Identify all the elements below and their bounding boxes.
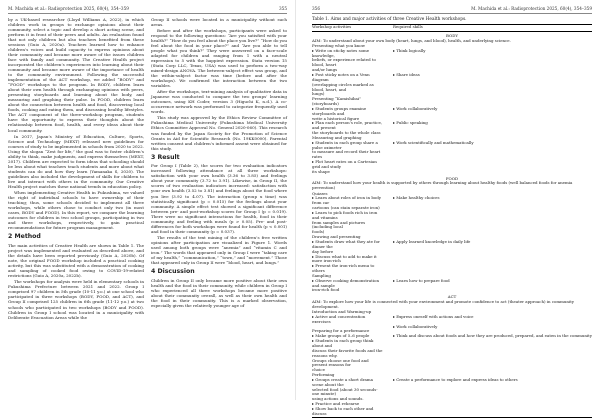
paragraph: For Group I (Table 2), the scores for two evaluation indicators increased following attendance at all three workshops: satisfaction with your own health (3.36 to 3.85) and feelings about your community (3.72 to 3.91). Likewise, in Group II, the scores of two evaluation indicators increased: satisfaction with your own health (3.52 to 3.81) and feelings about the food where you live (3.92 to 4.07). The interaction (group x time) was statistically significant (p = 0.015) for the feelings about your community. A simple effect test showed a significant difference between pre- and post-workshop scores for Group I (p = 0.019). There were no significant interactions for health, food in their community, and feeling with meals (p > 0.05). Pre- and post-differences for both workshops were found for health (p < 0.001) and food in their community (p = 0.037). [151, 163, 287, 234]
running-header-left [8, 6, 287, 14]
activity-cell: using actions and sounds. [312, 396, 364, 402]
activity-cell: Quizzes [312, 190, 328, 196]
skill-cell [383, 407, 592, 417]
column-header-activities: Workshop activities [312, 24, 383, 31]
page-number: 356 [312, 6, 320, 11]
activity-cell: ▸ Discuss what to add to make it more iron-rich [312, 253, 377, 264]
activity-cell: iron-rich food [312, 287, 340, 293]
activity-cell: ▸ Show back to each other and discuss [312, 407, 383, 417]
section-heading: 2 Method [8, 233, 41, 241]
activity-cell: ▸ Post sticky notes on a Venn diagram [312, 71, 370, 82]
activity-cell: (overlapping circles marked as blood, heart, and [312, 81, 374, 92]
table-row [312, 58, 592, 68]
right-column [151, 17, 287, 321]
paragraph: After the workshops, text-mining analysis of qualitative data in Japanese was conducted to compare the two groups’ learning outcomes, using KH Coder, version 3 (Higuchi K, n.d.). A co-occurrence network was performed to categorize frequently used words. [151, 89, 287, 115]
activity-cell: its shape [312, 168, 330, 174]
table-row [312, 407, 592, 417]
activity-cell: write a historical figure [312, 115, 360, 121]
section-heading: 4 Discussion [151, 268, 195, 276]
activity-cell: choice [312, 367, 325, 373]
skill-cell [383, 388, 592, 398]
left-column [8, 17, 144, 321]
section-heading: 3 Result [151, 153, 180, 161]
paragraph: Before and after the workshops, participants were asked to respond to the following questions: “Are you satisfied with your health?” “How do you feel about the place you live?” “How do you feel about the food in your place?” and “Are you able to tell people what you think?” They were answered on a face-scale adapted for children and ranging from 1 with a neutral expression to 5 with the happiest expression. Stata version 15 (Stata Corp LLC, Texas, USA) was used to perform a two-way mixed-design ANOVA. The between-subject effect was group, and the within-subject factor was time (before and after the workshops). We confirmed the interaction between the two variables. [151, 27, 288, 89]
activity-cell: ▸ Students groups examine storyboards and [312, 105, 367, 116]
activity-cell: to measure and record their heart rates [312, 149, 381, 160]
table-row [312, 221, 592, 231]
activity-cell: ▸ Groups create a short drama scene about the [312, 376, 373, 387]
workshop-table [312, 24, 592, 418]
table-body [312, 31, 592, 417]
activity-cell: foods) [312, 229, 325, 235]
section-aim-row [312, 181, 592, 191]
paragraph: by a UK-based researcher (Lloyd Williams A, 2022), in which children work in groups to exchange opinions about their community, select a topic and develop a short acting scene, and perform it in front of their peers and adults. An evaluation found that not only children but also teachers benefited from these sessions (Guio A, 2020a). Teachers learned how to enhance children’s voices and build capacity to express opinions about their community and became more aware of the issues children face with family and community. The Creative Health project incorporated the children’s experiences into learning about their community and became more aware of the importance of health to the community environment. Following the successful implementation of the ACT workshop, we added “BODY” and “FOOD” workshops to the program. In BODY, children learn about their own health through exchanging opinions with peers, presenting storyboards and learning about the body, and measuring and graphing their pulse. In FOOD, children learn about the connection between health and food, discovering local foods, cooking and eating them, and discussing healthy lifestyles. The ACT component of the three-workshop program, students have the opportunity to express their thoughts about the relationship between food, health, and every ideas about their local community. [8, 16, 144, 133]
skill-cell: ▸ Express oneself with actions and voice [392, 313, 474, 319]
skill-cell: ▸ Learn how to prepare food [392, 277, 450, 283]
activity-cell: Drawing and presenting [312, 234, 361, 240]
activity-cell: ▸ Active and concentration exercises [312, 313, 366, 324]
page-355 [0, 0, 296, 400]
activity-cell: and/or lungs [312, 67, 338, 73]
activity-cell: Presenting what you know [312, 42, 366, 48]
running-header-title: M. Machida et al.: Radioprotection 2025, 60(4), 354–359 [471, 6, 592, 11]
activity-cell: Preparing for a performance [312, 328, 370, 334]
activity-cell: Performing [312, 372, 335, 378]
activity-cell: ▸ Plan each person’s role, practice, and present [312, 120, 383, 131]
skill-cell: ▸ Make healthy choices [392, 195, 440, 201]
paragraph: This study was approved by the Ethics Review Committee of Fukushima Medical University (Fukushima Medical University Ethics Committee Approval No. General 2020-060). This research was funded by the Japan Society for the Promotion of Science Grants in Aid for Scientific Research (No. 19KK0000). Parental written consent and children’s informed assent were obtained for this study. [151, 115, 287, 151]
skill-cell: ▸ Share ideas [392, 71, 420, 77]
section-aim: AIM: To explore how your life is connected with your environment and promote confidence to act (theater approach) in community development. [312, 298, 575, 309]
skill-cell: ▸ Public speaking [392, 120, 428, 126]
activity-cell: lungs) [312, 91, 325, 97]
paragraph: The main activities of Creative Health are shown in Table 1. The project was implemented and evaluated as described above, and the details have been reported previously (Guio A, 2020b). Of note, the original FOOD workshop included a practical cooking activity, but this was substituted with a demonstration of cooking and sampling of cooked food owing to COVID-19-related restrictions (Guio A, 2020a, 2022b). [8, 242, 144, 279]
activity-cell: ▸ Students draw what they ate for dinner the [312, 238, 380, 249]
skill-cell [383, 160, 592, 170]
skill-cell: ▸ Work scientifically and mathematically [392, 139, 474, 145]
table-row [312, 240, 592, 250]
table-row [312, 359, 592, 369]
column-header-skills: Required skills [383, 24, 592, 31]
activity-cell: Introduction and Warming-up [312, 309, 372, 315]
page-356 [304, 0, 600, 416]
skill-cell [383, 221, 592, 231]
activity-cell: ▸ Plot heart rates on a Cartesian grid and study [312, 159, 377, 170]
activity-cell: Presenting “Kamishibai” (storyboards) [312, 96, 362, 107]
skill-cell: ▸ Apply learned knowledge in daily life [392, 238, 471, 244]
activity-cell: ▸ Make groups of 5–6 people [312, 333, 370, 339]
skill-cell: ▸ Think and discuss about foods and how they are produced, prepared, and eaten in the community [392, 333, 592, 339]
section-title: ACT [447, 294, 457, 300]
activity-cell: Measuring and graphing [312, 134, 362, 140]
table-header-row [312, 24, 592, 31]
activity-cell: ▸ Write on sticky notes some knowledge, [312, 47, 370, 58]
activity-cell: ▸ Students in each group share a pulse oximeter [312, 139, 378, 150]
running-header-title: M. Machida et al.: Radioprotection 2025, 60(4), 354–359 [8, 6, 129, 11]
paragraph: The results of the text mining of the children’s free written opinions after participation are visualized in Figure 1. Words used among both groups were “anemia” and “vitamin C and iron.” The words that appeared only in Group I were “taking care of my health,” “communication,” “town,” and “movement.” Those that appeared only in Group II were “blood, heart, and lungs.” [151, 234, 287, 266]
table-row [312, 279, 592, 289]
table-row [312, 160, 592, 170]
paragraph: In 2017, Japan’s Ministry of Education, Culture, Sports, Science and Technology (MEXT) released new guidelines for courses of study to be implemented in schools from 2020 to 2022. Using the slogan “Zest for life,” the goal was to foster children’s ability to think, make judgments, and express themselves (MEXT, 2017). Children are expected to form ideas that schooling should be less about what teachers teach students and more about what students can do and how they learn (Yamanaka S, 2020). The guidelines also included the development of skills for children to live and interact with others in the community. Our Creative Health project matches these national trends in education policy. [8, 133, 144, 190]
skill-cell: ▸ Create a performance to explore and express ideas to others [392, 376, 518, 382]
activity-cell: Sampling [312, 272, 331, 278]
activity-cell: selected food (about 30 seconds-one minute) [312, 386, 378, 397]
page-number: 355 [279, 6, 287, 11]
table-row [312, 264, 592, 274]
skill-cell [383, 264, 592, 274]
activity-cell: ▸ Learn to pick foods rich in iron and vitamins [312, 209, 378, 220]
skill-cell [383, 211, 592, 221]
paragraph: Children in Group II only became more positive about their own health and the food in their community, while children in Group I who experienced all three workshops became more positive about their community overall, as well as their own health and the food in their community. This is a marked observation, especially given the relatively younger age of [151, 277, 287, 308]
skill-cell: ▸ Work collaboratively [392, 323, 438, 329]
skill-cell [383, 83, 592, 93]
activity-cell: beliefs, or experience related to blood, heart [312, 57, 376, 68]
activity-cell: cartoons (can stain separate iron) [312, 205, 380, 211]
table-caption: Table 1. Aims and major activities of three Creative Health workshops. [312, 16, 467, 22]
table-row [312, 315, 592, 325]
paragraph: The workshops for analysis were held in elementary schools in Fukushima Prefecture between 2021 and 2022. Group I comprised 97 children in 5th grade (10-11 y.o.) at one school who participated in three workshops (BODY, FOOD, and ACT), and Group II comprised 125 children in 6th grade (11-12 y.o.) at two schools who participated in two workshops (BODY and FOOD). Children in Group I school was located in a municipality with Deliberate Evacuation Areas while the [8, 279, 144, 320]
section-aim: AIM: To understand about your own body (heart, lungs, and blood), health, and underlying science. [312, 37, 511, 43]
activity-cell: Groups choose one food and present reasons for [312, 357, 369, 368]
skill-cell [383, 255, 592, 265]
table-row [312, 83, 592, 93]
skill-cell [383, 359, 592, 369]
activity-cell: the storyboards to the whole class [312, 130, 381, 136]
skill-cell [383, 150, 592, 160]
skill-cell [383, 58, 592, 68]
paragraph: When implementing Creative Health in Fukushima, we valued the right of individual schools to have ownership of their teaching; thus, some schools decided to implement all three workshops, while others chose to conduct only two (in most cases, BODY and FOOD). In this report, we compare the learning outcomes for children in two school groups, participating in two and three workshops, respectively, to gain practical recommendations for future program management. [8, 190, 144, 231]
activity-cell: from samples and pictures (including local [312, 219, 366, 230]
activity-cell: day before [312, 248, 334, 254]
section-aim: AIM: To understand how your health is supported by others through learning about healthy foods (well balanced foods for anemia prevention) [312, 180, 573, 191]
skill-cell: ▸ Think logically [392, 47, 426, 53]
running-header-right [312, 6, 592, 14]
skill-cell: ▸ Work collaboratively [392, 105, 438, 111]
paragraph: Group II schools were located in a municipality without such areas. [151, 16, 287, 27]
activity-cell: ▸ Present the iron-rich menu to others [312, 263, 375, 274]
activity-cell: discuss their favorite foods and the reasons why. [312, 347, 383, 358]
section-title: FOOD [445, 175, 459, 181]
activity-cell: ▸ Observe cooking demonstration and sample [312, 277, 379, 288]
skill-cell [383, 339, 592, 349]
activity-cell: ▸ Learn about roles of iron in body from car [312, 195, 381, 206]
activity-cell: ▸ Practice and rehearse [312, 401, 360, 407]
section-title: BODY [446, 32, 458, 38]
skill-cell [383, 349, 592, 359]
two-column-body [8, 17, 287, 321]
activity-cell: ▸ Students in each group think about and [312, 338, 374, 348]
